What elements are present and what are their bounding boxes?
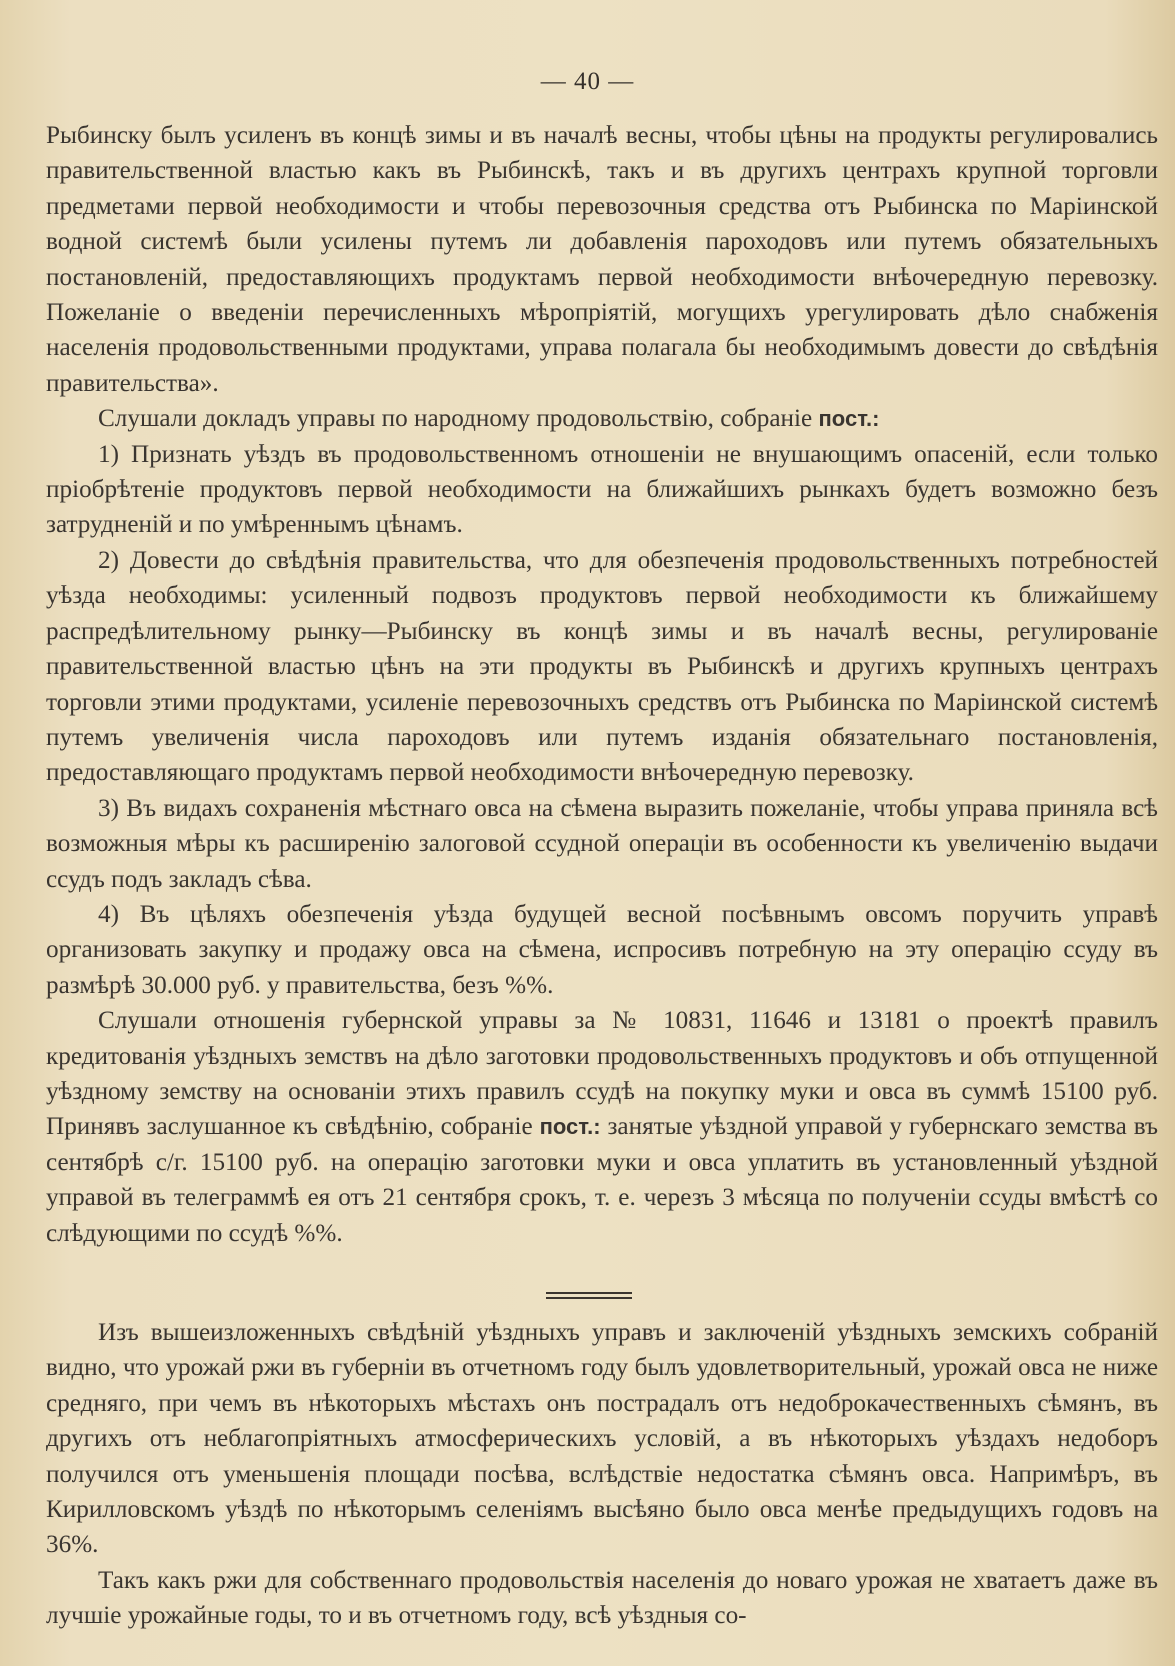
- paragraph-item-2: 2) Довести до свѣдѣнія правительства, что для обезпеченія продовольственныхъ потребностей уѣзда необходимы: усиленный подвозъ продуктовъ первой необходимости къ ближайшему распредѣлительному рынку—Рыбинску въ концѣ зимы и въ началѣ весны, регулированіе правительственной властью цѣнъ на эти продукты въ Рыбинскѣ и другихъ крупныхъ центрахъ торговли этими продуктами, усиленіе перевозочныхъ средствъ отъ Рыбинска по Маріинской системѣ путемъ увеличенія числа пароходовъ или путемъ изданія обязательнаго постановленія, предоставляющаго продуктамъ первой необходимости внѣочередную перевозку.: [46, 546, 1158, 787]
- summary-paragraph-1: Изъ вышеизложенныхъ свѣдѣній уѣздныхъ управъ и заключеній уѣздныхъ земскихъ собраній видно, что урожай ржи въ губерніи въ отчетномъ году былъ удовлетворительный, урожай овса не ниже средняго, при чемъ въ нѣкоторыхъ мѣстахъ онъ пострадалъ отъ недоброкачественныхъ сѣмянъ, въ другихъ отъ неблагопріятныхъ атмосферическихъ условій, а въ нѣкоторыхъ уѣздахъ недоборъ получился отъ уменьшенія площади посѣва, вслѣдствіе недостатка сѣмянъ овса. Напримѣръ, въ Кирилловскомъ уѣздѣ по нѣкоторымъ селеніямъ высѣяно было овса менѣе предыдущихъ годовъ на 36%.: [46, 1319, 1158, 1559]
- summary-text: [46, 1315, 1158, 1634]
- paragraph-2: [46, 401, 1158, 436]
- paragraph-item-3: 3) Въ видахъ сохраненія мѣстнаго овса на сѣмена выразить пожеланіе, чтобы управа приняла всѣ возможныя мѣры къ расширенію залоговой ссудной операціи въ особенности къ увеличенію выдачи ссудъ подъ закладъ сѣва.: [46, 794, 1158, 893]
- paragraph-2-text: Слушали докладъ управы по народному продовольствію, собраніе: [98, 405, 813, 433]
- paragraph-credit: [46, 1003, 1158, 1251]
- paragraph-item-1: 1) Признать уѣздъ въ продовольственномъ отношеніи не внушающимъ опасеній, если только пріобрѣтеніе продуктовъ первой необходимости на ближайшихъ рынкахъ будетъ возможно безъ затрудненій и по умѣреннымъ цѣнамъ.: [46, 440, 1158, 539]
- section-divider: [546, 1292, 632, 1299]
- page-number: — 40 —: [540, 68, 635, 95]
- paragraph-credit-tail: занятые уѣздной управой у губернскаго земства въ сентябрѣ с/г. 15100 руб. на операцію заготовки муки и овса уплатить въ установленный уѣздной управой въ телеграммѣ ея отъ 21 сентября срокъ, т. е. черезъ 3 мѣсяца по полученіи ссуды вмѣстѣ со слѣдующими по ссудѣ %%.: [46, 1113, 1158, 1247]
- paragraph-1: Рыбинску былъ усиленъ въ концѣ зимы и въ началѣ весны, чтобы цѣны на продукты регулировались правительственной властью какъ въ Рыбинскѣ, такъ и въ другихъ центрахъ крупной торговли предметами первой необходимости и чтобы перевозочныя средства отъ Рыбинска по Маріинской водной системѣ были усилены путемъ ли добавленія пароходовъ или путемъ обязательныхъ постановленій, предоставляющихъ продуктамъ первой необходимости внѣочередную перевозку. Пожеланіе о введеніи перечисленныхъ мѣропріятій, могущихъ урегулировать дѣло снабженія населенія продовольственными продуктами, управа полагала бы необходимымъ довести до свѣдѣнія правительства».: [46, 122, 1158, 397]
- paragraph-item-4: 4) Въ цѣляхъ обезпеченія уѣзда будущей весной посѣвнымъ овсомъ поручить управѣ организовать закупку и продажу овса на сѣмена, испросивъ потребную на эту операцію ссуду въ размѣрѣ 30.000 руб. у правительства, безъ %%.: [46, 900, 1158, 999]
- resolution-mark-1: пост.:: [818, 406, 880, 432]
- resolution-mark-2: пост.:: [539, 1114, 601, 1140]
- summary-paragraph-2: Такъ какъ ржи для собственнаго продовольствія населенія до новаго урожая не хватаетъ даже въ лучшіе урожайные годы, то и въ отчетномъ году, всѣ уѣздныя со-: [46, 1566, 1158, 1630]
- main-text: [46, 118, 1158, 1251]
- paragraph-credit-text: Слушали отношенія губернской управы за № 10831, 11646 и 13181 о проектѣ правилъ кредитованія уѣздныхъ земствъ на дѣло заготовки продовольственныхъ продуктовъ и объ отпущенной уѣздному земству на основаніи этихъ правилъ ссудѣ на покупку муки и овса въ суммѣ 15100 руб. Принявъ заслушанное къ свѣдѣнію, собраніе: [46, 1007, 1158, 1141]
